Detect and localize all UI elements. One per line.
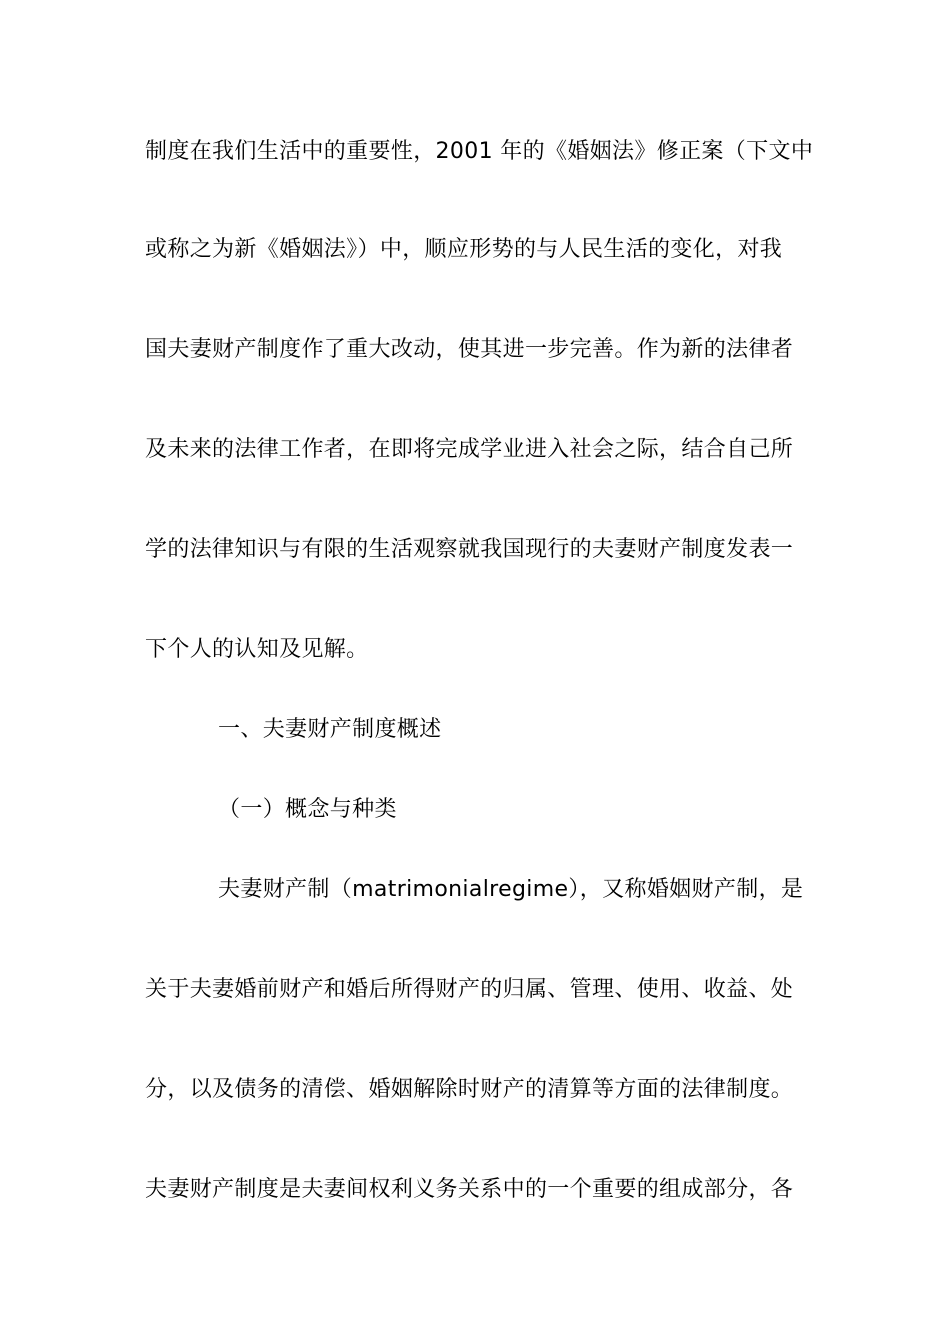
paragraph-line: 学的法律知识与有限的生活观察就我国现行的夫妻财产制度发表一	[145, 537, 794, 562]
paragraph-line: 分，以及债务的清偿、婚姻解除时财产的清算等方面的法律制度。	[145, 1077, 794, 1102]
paragraph-line: 或称之为新《婚姻法》）中，顺应形势的与人民生活的变化，对我	[145, 237, 783, 262]
paragraph-line: 下个人的认知及见解。	[145, 637, 369, 662]
section-heading: 一、夫妻财产制度概述	[218, 717, 442, 742]
subsection-heading: （一）概念与种类	[218, 797, 397, 822]
paragraph-line: 制度在我们生活中的重要性，2001 年的《婚姻法》修正案（下文中	[145, 139, 814, 164]
paragraph-line: 关于夫妻婚前财产和婚后所得财产的归属、管理、使用、收益、处	[145, 977, 794, 1002]
paragraph-line: 国夫妻财产制度作了重大改动，使其进一步完善。作为新的法律者	[145, 337, 794, 362]
paragraph-line: 夫妻财产制度是夫妻间权利义务关系中的一个重要的组成部分，各	[145, 1177, 794, 1202]
paragraph-line: 及未来的法律工作者，在即将完成学业进入社会之际，结合自己所	[145, 437, 794, 462]
paragraph-line: 夫妻财产制（matrimonialregime），又称婚姻财产制，是	[218, 877, 804, 902]
